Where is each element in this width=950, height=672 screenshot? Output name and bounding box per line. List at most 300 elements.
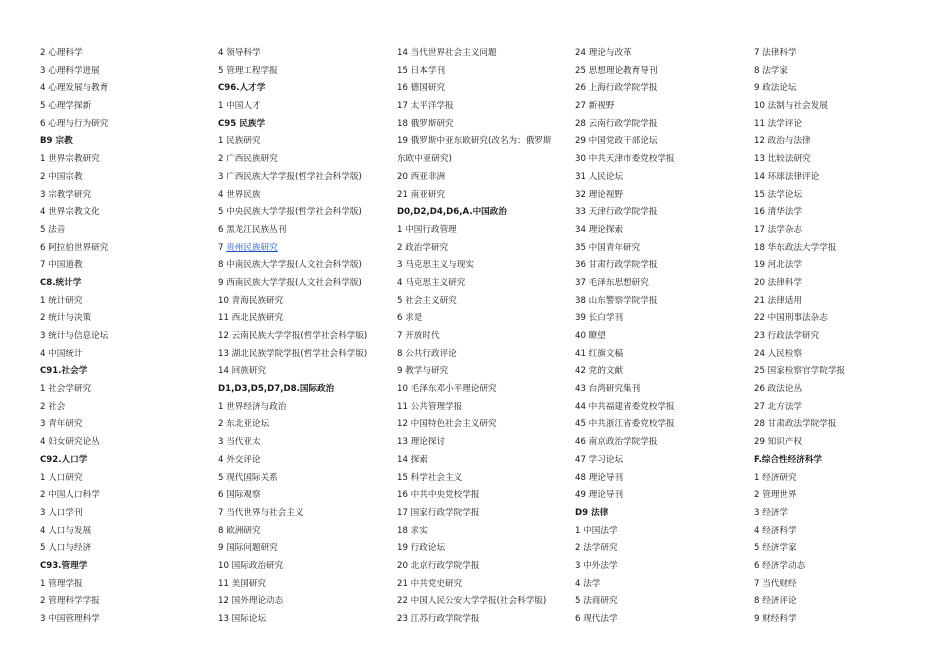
entry-text: 14 探索 [397,454,428,465]
journal-entry [754,399,930,417]
entry-text: 5 人口与经济 [40,543,92,554]
entry-text: C96.人才学 [218,83,266,94]
journal-entry [218,133,394,151]
journal-entry [754,222,930,240]
journal-entry [40,63,216,81]
journal-entry [397,63,573,81]
column-3 [397,45,573,629]
journal-entry [754,45,930,63]
journal-entry [397,399,573,417]
entry-text: 31 人民论坛 [575,171,624,182]
journal-entry [754,116,930,134]
journal-entry [397,487,573,505]
journal-entry [575,487,751,505]
journal-entry [40,310,216,328]
entry-text: D9 法律 [575,507,609,518]
entry-text: 6 阿拉伯世界研究 [40,242,109,253]
journal-entry [397,470,573,488]
journal-entry [397,293,573,311]
entry-text: 21 南亚研究 [397,189,446,200]
category-heading [218,381,394,399]
journal-entry [40,346,216,364]
category-heading [754,452,930,470]
journal-entry [397,416,573,434]
journal-entry [218,487,394,505]
entry-text: 2 社会 [40,401,66,412]
journal-entry [40,505,216,523]
entry-text: D1,D3,D5,D7,D8.国际政治 [218,384,335,395]
entry-text: 24 人民检察 [754,348,803,359]
entry-text: 18 俄罗斯研究 [397,118,454,129]
entry-text: 11 法学评论 [754,118,803,129]
entry-text: 9 政法论坛 [754,83,797,94]
category-heading [397,204,573,222]
entry-text: 6 求是 [397,313,423,324]
journal-entry [575,204,751,222]
journal-entry [575,151,751,169]
entry-text: 27 北方法学 [754,401,803,412]
entry-text: 1 民族研究 [218,136,261,147]
entry-text: 3 广西民族大学学报(哲学社会科学版) [218,171,362,182]
entry-text: 23 行政法学研究 [754,331,820,341]
entry-text: 7 当代财经 [754,578,797,589]
entry-text: 3 心理科学进展 [40,65,100,76]
journal-entry [218,275,394,293]
entry-text: 3 经济学 [754,507,788,518]
entry-text: 20 北京行政学院学报 [397,560,480,571]
entry-text: 1 人口研究 [40,472,83,483]
journal-entry [218,399,394,417]
entry-text: 8 中南民族大学学报(人文社会科学版) [218,260,362,271]
journal-entry [218,222,394,240]
entry-text: 28 甘肃政法学院学报 [754,419,837,430]
journal-entry [218,523,394,541]
column-4 [575,45,751,629]
journal-entry [40,399,216,417]
entry-text: 13 理论探讨 [397,437,446,448]
journal-entry [575,381,751,399]
journal-entry [218,576,394,594]
journal-entry [575,576,751,594]
journal-entry [575,133,751,151]
journal-entry [40,169,216,187]
entry-text: 2 心理科学 [40,48,83,58]
entry-text: 东欧中亚研究) [397,154,452,165]
entry-text: 19 俄罗斯中亚东欧研究(改名为：俄罗斯 [397,136,552,147]
entry-text: 4 领导科学 [218,48,261,58]
entry-text: F.综合性经济科学 [754,454,823,465]
journal-entry [754,80,930,98]
journal-entry [754,257,930,275]
journal-entry [397,381,573,399]
entry-text: 30 中共天津市委党校学报 [575,154,675,165]
journal-entry [754,169,930,187]
journal-entry [575,540,751,558]
entry-text: 15 法学论坛 [754,189,803,200]
entry-text: 15 日本学刊 [397,65,446,76]
journal-entry [575,293,751,311]
journal-entry [575,346,751,364]
journal-entry [40,540,216,558]
entry-text: 2 广西民族研究 [218,154,278,165]
journal-entry [40,328,216,346]
entry-text: 6 心理与行为研究 [40,118,109,129]
journal-entry [40,523,216,541]
journal-entry [575,434,751,452]
entry-text: 20 西亚非洲 [397,171,446,182]
journal-entry [397,257,573,275]
entry-text: 23 江苏行政学院学报 [397,614,480,624]
journal-entry [754,293,930,311]
journal-entry [575,470,751,488]
entry-text: 47 学习论坛 [575,454,624,465]
journal-entry [575,328,751,346]
journal-entry [754,240,930,258]
entry-text: 10 法制与社会发展 [754,101,828,112]
journal-entry [218,98,394,116]
journal-entry [40,381,216,399]
journal-entry [218,346,394,364]
entry-text: 35 中国青年研究 [575,242,641,253]
entry-text: C92.人口学 [40,454,88,465]
journal-entry [575,363,751,381]
journal-entry [575,275,751,293]
entry-text: 1 世界宗教研究 [40,154,100,165]
entry-text: 7 中国道教 [40,260,83,271]
entry-text: 5 经济学家 [754,543,797,554]
entry-text: 9 西南民族大学学报(人文社会科学版) [218,277,362,288]
entry-text: 7 当代世界与社会主义 [218,507,304,518]
journal-entry [754,328,930,346]
journal-entry [218,169,394,187]
journal-entry [397,558,573,576]
journal-entry [397,116,573,134]
journal-entry [575,523,751,541]
entry-text: 11 公共管理学报 [397,401,463,412]
journal-entry [218,505,394,523]
entry-text: C91.社会学 [40,366,88,377]
journal-entry [397,611,573,629]
journal-entry [754,487,930,505]
entry-text: 13 湖北民族学院学报(哲学社会科学版) [218,348,368,359]
journal-entry [575,416,751,434]
entry-text: 29 中国党政干部论坛 [575,136,658,147]
entry-text: 9 财经科学 [754,614,797,624]
entry-text: 12 国外理论动态 [218,596,284,607]
journal-entry [218,240,394,258]
entry-text: 5 心理学探新 [40,101,92,112]
journal-entry [218,187,394,205]
entry-text: 26 政法论丛 [754,384,803,395]
entry-text: 4 人口与发展 [40,525,92,536]
entry-text: 33 天津行政学院学报 [575,207,658,218]
entry-text: 17 太平洋学报 [397,101,454,112]
entry-text: 9 教学与研究 [397,366,449,377]
journal-entry [218,611,394,629]
journal-entry [575,63,751,81]
journal-entry [397,169,573,187]
journal-entry [575,399,751,417]
journal-entry [575,169,751,187]
entry-text: 16 中共中央党校学报 [397,490,480,501]
entry-text: 44 中共福建省委党校学报 [575,401,675,412]
entry-text: 5 社会主义研究 [397,295,457,306]
journal-entry [218,470,394,488]
journal-entry [397,151,573,169]
journal-entry [218,328,394,346]
entry-text: 5 法商研究 [575,596,618,607]
entry-text: 11 西北民族研究 [218,313,284,324]
journal-entry [218,593,394,611]
journal-entry [397,593,573,611]
journal-entry [754,540,930,558]
journal-entry [754,576,930,594]
journal-entry [218,363,394,381]
journal-entry [397,346,573,364]
entry-text: 10 国际政治研究 [218,560,284,571]
journal-entry [575,45,751,63]
entry-text: 7 法律科学 [754,48,797,58]
entry-text: 8 经济评论 [754,596,797,607]
journal-entry [397,363,573,381]
journal-entry [40,293,216,311]
entry-text: 6 国际观察 [218,490,261,501]
journal-entry [575,187,751,205]
entry-text: 21 法律适用 [754,295,803,306]
entry-text: 14 当代世界社会主义问题 [397,48,497,58]
journal-entry [754,151,930,169]
entry-text: 2 统计与决策 [40,313,92,324]
entry-text: 38 山东警察学院学报 [575,295,658,306]
entry-text: 6 黑龙江民族丛刊 [218,224,287,235]
entry-text: 1 中国人才 [218,101,261,112]
journal-entry [40,222,216,240]
entry-text: 43 台湾研究集刊 [575,384,641,395]
entry-text: 1 中国法学 [575,525,618,536]
column-1 [40,45,216,629]
journal-entry [218,63,394,81]
entry-text: 2 法学研究 [575,543,618,554]
journal-entry [397,576,573,594]
journal-entry [397,434,573,452]
entry-text: 40 瞭望 [575,331,606,341]
entry-text: 3 统计与信息论坛 [40,331,109,341]
journal-entry [754,416,930,434]
category-heading [40,452,216,470]
category-heading [40,558,216,576]
entry-text: 4 世界民族 [218,189,261,200]
journal-entry [754,133,930,151]
column-5 [754,45,930,629]
journal-entry [40,576,216,594]
journal-entry [754,346,930,364]
entry-text: 1 管理学报 [40,578,83,589]
category-heading [40,133,216,151]
entry-text: 4 心理发展与教育 [40,83,109,94]
journal-entry [754,63,930,81]
journal-entry [397,523,573,541]
entry-text: 2 管理世界 [754,490,797,501]
entry-text: 5 管理工程学报 [218,65,278,76]
journal-entry [218,151,394,169]
entry-text: 20 法律科学 [754,277,803,288]
entry-text: 32 理论视野 [575,189,624,200]
entry-text: 26 上海行政学院学报 [575,83,658,94]
journal-entry [575,257,751,275]
entry-text: 11 美国研究 [218,578,267,589]
entry-text: 46 南京政治学院学报 [575,437,658,448]
journal-entry [40,204,216,222]
journal-entry [575,310,751,328]
journal-entry [575,558,751,576]
journal-entry [397,328,573,346]
entry-text: 3 宗教学研究 [40,189,92,200]
category-heading [218,80,394,98]
entry-text: 48 理论导刊 [575,472,624,483]
entry-text: 5 法音 [40,224,66,235]
entry-text: 12 政治与法律 [754,136,811,147]
entry-text: 1 统计研究 [40,295,83,306]
entry-text: 3 当代亚太 [218,437,261,448]
entry-text: 3 人口学刊 [40,507,83,518]
journal-entry [218,293,394,311]
entry-text: 19 河北法学 [754,260,803,271]
journal-entry [218,540,394,558]
entry-text: C93.管理学 [40,560,88,571]
entry-text: 24 理论与改革 [575,48,632,58]
entry-text: 8 欧洲研究 [218,525,261,536]
journal-entry [754,593,930,611]
journal-entry [754,381,930,399]
entry-text: 9 国际问题研究 [218,543,278,554]
entry-text: 34 理论探索 [575,224,624,235]
journal-entry [218,204,394,222]
journal-entry [575,116,751,134]
entry-text: 16 德国研究 [397,83,446,94]
journal-entry [40,487,216,505]
journal-entry [754,187,930,205]
journal-entry [218,416,394,434]
category-heading [218,116,394,134]
entry-text: 36 甘肃行政学院学报 [575,260,658,271]
entry-text: 7 开放时代 [397,331,440,341]
entry-text: 1 经济研究 [754,472,797,483]
entry-text: 10 青海民族研究 [218,295,284,306]
column-2 [218,45,394,629]
entry-text: 2 管理科学学报 [40,596,100,607]
journal-entry [397,452,573,470]
entry-text: 4 妇女研究论丛 [40,437,100,448]
entry-text: 3 青年研究 [40,419,83,430]
entry-text: 4 法学 [575,578,601,589]
journal-entry [397,45,573,63]
entry-text: 39 长白学刊 [575,313,624,324]
entry-text: 4 经济科学 [754,525,797,536]
entry-text: 3 中外法学 [575,560,618,571]
entry-text: 5 现代国际关系 [218,472,278,483]
entry-text: 10 毛泽东邓小平理论研究 [397,384,497,395]
entry-text: 22 中国人民公安大学学报(社会科学版) [397,596,547,607]
entry-text: 13 国际论坛 [218,614,267,624]
journal-entry [218,434,394,452]
journal-entry [397,187,573,205]
entry-text: 25 国家检察官学院学报 [754,366,846,377]
entry-text: 27 新视野 [575,101,615,112]
entry-text: 8 公共行政评论 [397,348,457,359]
entry-text: 2 政治学研究 [397,242,449,253]
journal-entry [754,275,930,293]
journal-entry [754,204,930,222]
entry-text: 21 中共党史研究 [397,578,463,589]
category-heading [575,505,751,523]
entry-text: 3 中国管理科学 [40,614,100,624]
entry-text: 1 社会学研究 [40,384,92,395]
journal-entry [218,452,394,470]
entry-text: 25 思想理论教育导刊 [575,65,658,76]
journal-entry [40,611,216,629]
journal-entry [575,611,751,629]
entry-text: 12 云南民族大学学报(哲学社会科学版) [218,331,368,341]
journal-entry [754,611,930,629]
journal-entry [754,505,930,523]
entry-text: 15 科学社会主义 [397,472,463,483]
entry-text: 7 [218,242,227,253]
journal-entry [218,45,394,63]
journal-entry [397,275,573,293]
journal-entry [40,98,216,116]
journal-entry [40,45,216,63]
journal-entry [40,434,216,452]
journal-entry [754,558,930,576]
journal-entry [575,80,751,98]
journal-entry [397,133,573,151]
entry-text: 18 求实 [397,525,428,536]
entry-text: 13 比较法研究 [754,154,811,165]
journal-entry [40,416,216,434]
journal-entry [40,187,216,205]
entry-text: 3 马克思主义与现实 [397,260,474,271]
entry-text: 12 中国特色社会主义研究 [397,419,497,430]
journal-entry [397,222,573,240]
journal-entry [754,363,930,381]
journal-entry [40,470,216,488]
entry-text: 28 云南行政学院学报 [575,118,658,129]
entry-text: 8 法学家 [754,65,788,76]
journal-entry [397,98,573,116]
journal-entry [218,310,394,328]
entry-text: C95 民族学 [218,118,266,129]
journal-entry [397,310,573,328]
entry-text: 49 理论导刊 [575,490,624,501]
entry-text: 42 党的文献 [575,366,624,377]
entry-text: 29 知识产权 [754,437,803,448]
journal-entry [754,523,930,541]
entry-text: 4 中国统计 [40,348,83,359]
journal-entry [40,593,216,611]
entry-text: 41 红旗文稿 [575,348,624,359]
journal-entry [754,434,930,452]
journal-entry [218,558,394,576]
entry-text: B9 宗教 [40,136,73,147]
journal-entry [40,240,216,258]
journal-entry [575,593,751,611]
journal-entry [218,257,394,275]
journal-entry [40,80,216,98]
journal-entry [754,98,930,116]
entry-text: 17 法学杂志 [754,224,803,235]
journal-link[interactable]: 贵州民族研究 [226,242,278,253]
journal-entry [40,116,216,134]
